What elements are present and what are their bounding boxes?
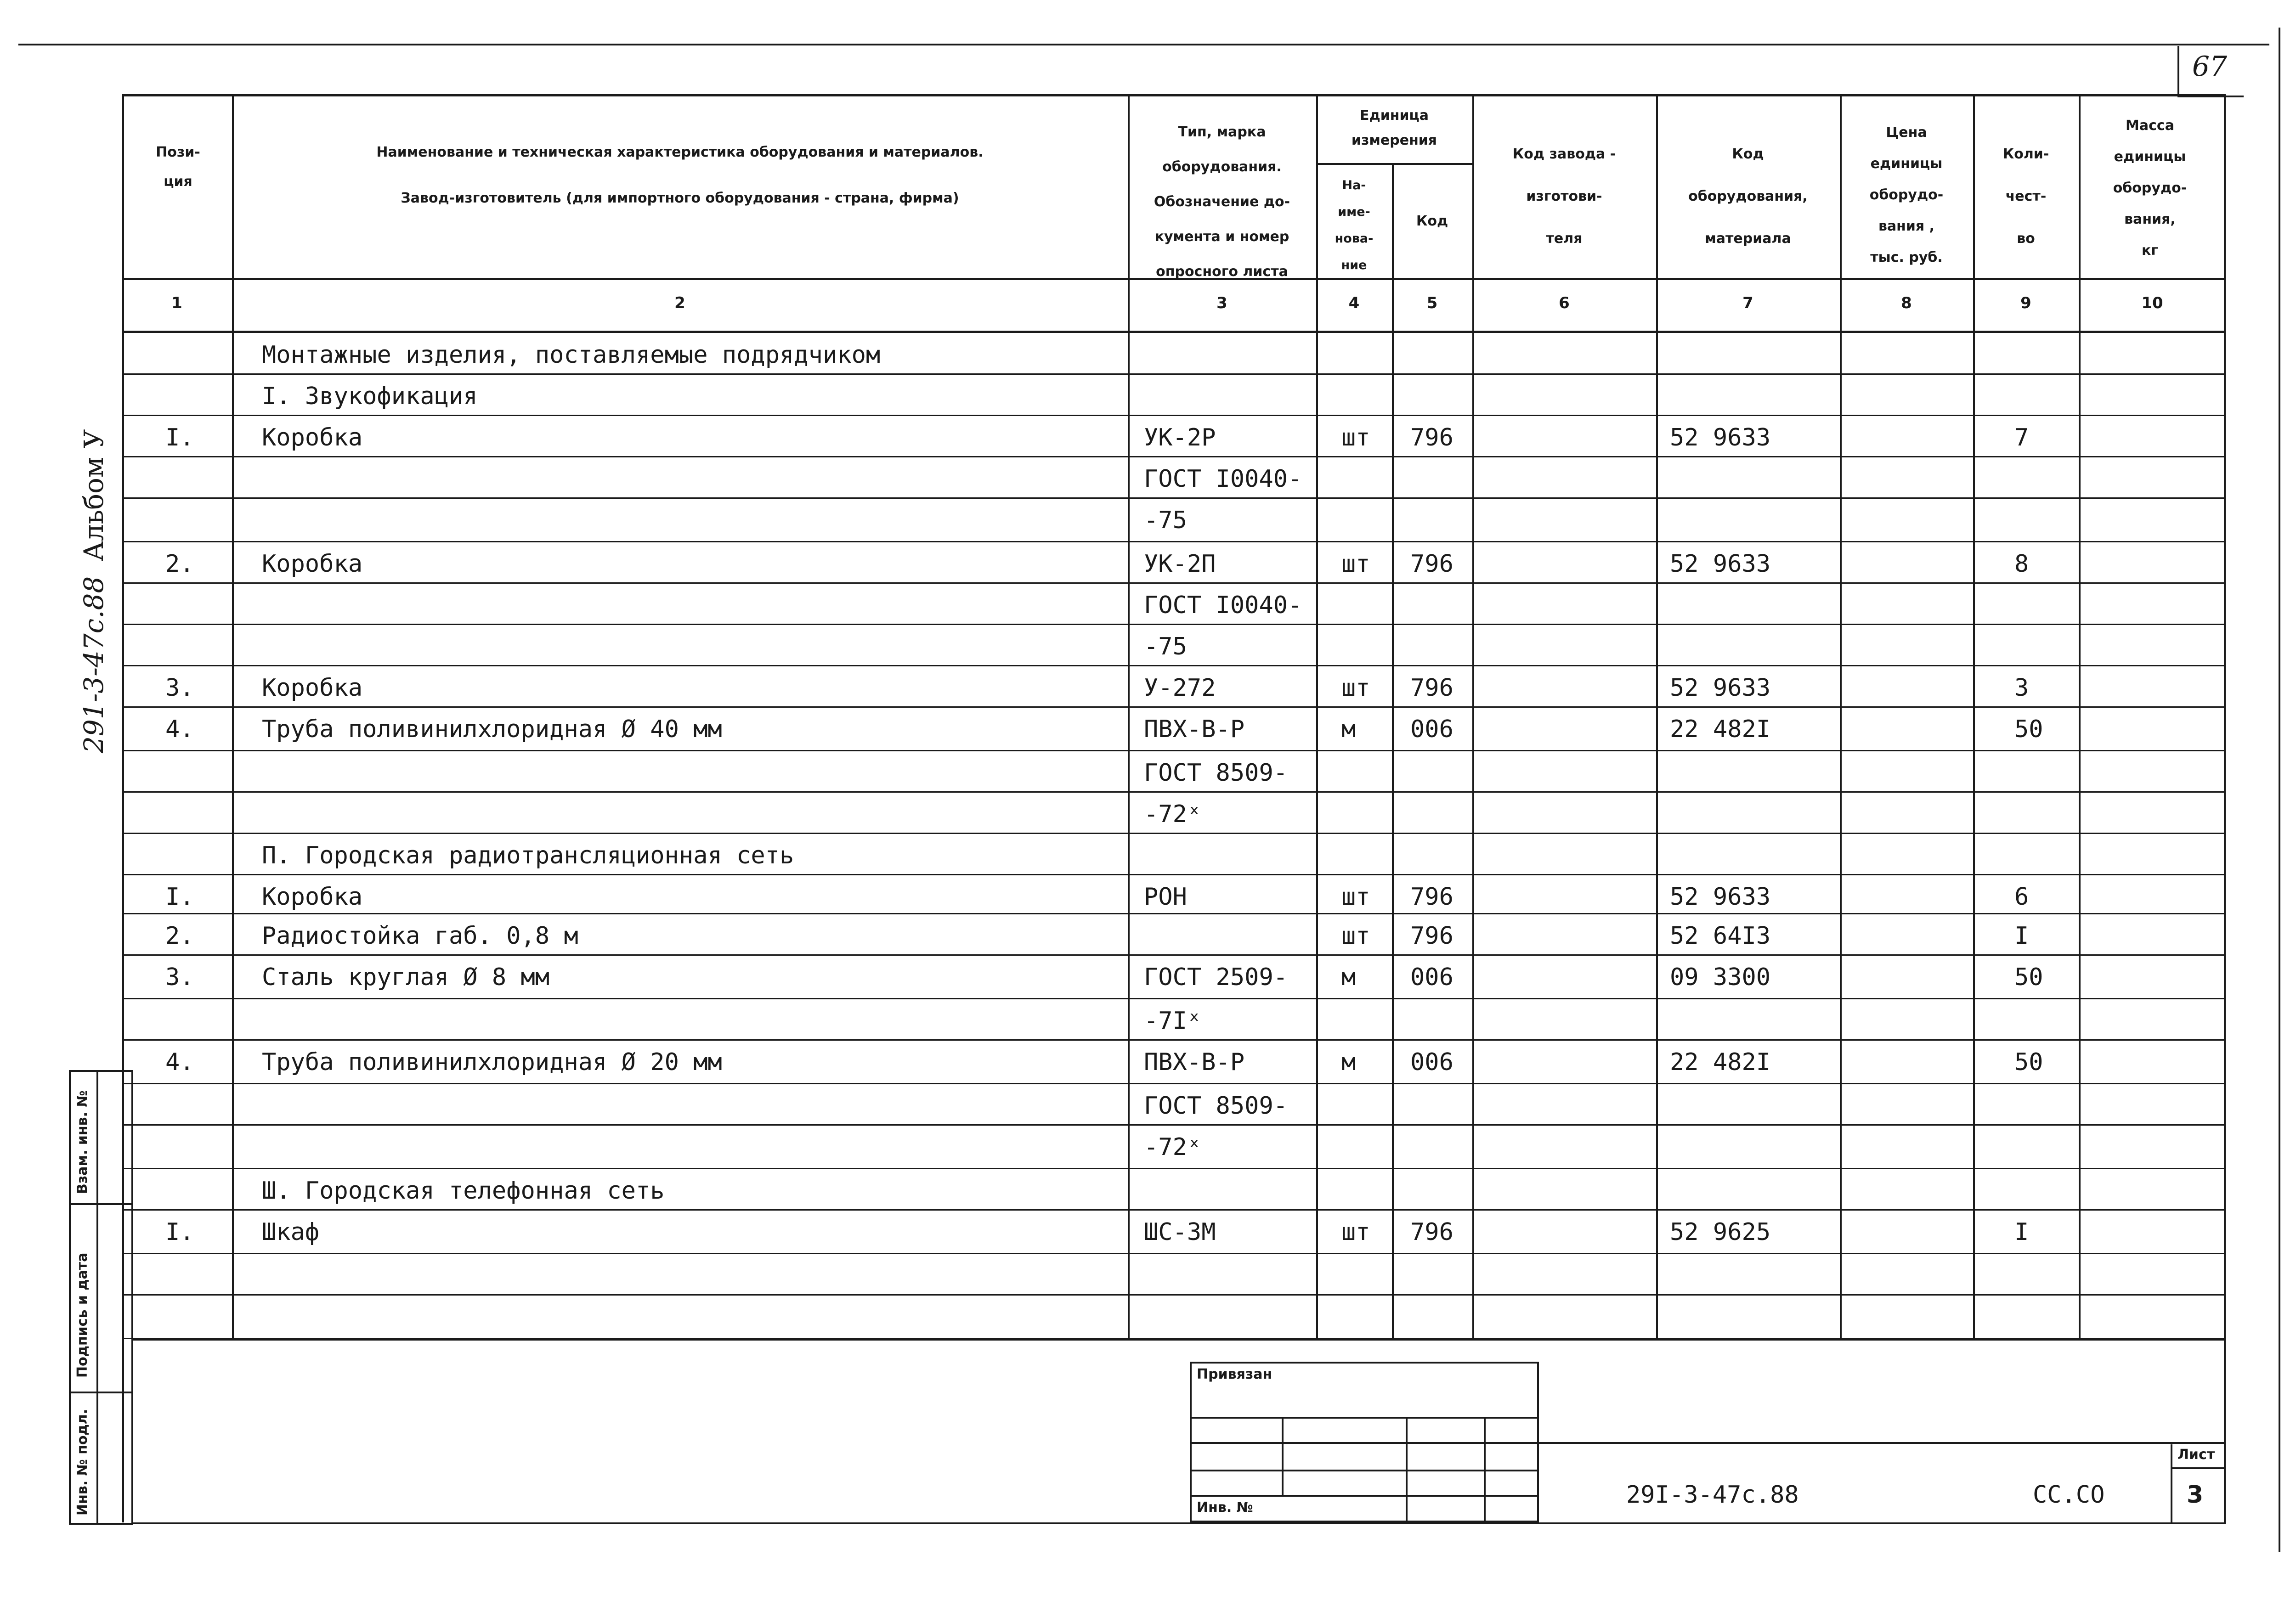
row-equipment-code: 52 9625 — [1670, 1218, 1771, 1246]
column-number: 5 — [1426, 294, 1438, 312]
column-number: 7 — [1742, 294, 1753, 312]
row-separator — [122, 954, 2226, 956]
stamp-sheet-no: 3 — [2187, 1481, 2204, 1509]
unit-group-line — [1316, 163, 1472, 165]
row-unit: шт — [1341, 674, 1370, 702]
row-type: ГОСТ 8509- — [1144, 759, 1288, 787]
column-line — [1840, 94, 1842, 1339]
side-album: Альбом У — [78, 429, 109, 562]
row-type: ГОСТ I0040- — [1144, 465, 1302, 493]
row-quantity: 50 — [2014, 1048, 2043, 1076]
row-type: -72ˣ — [1144, 1133, 1202, 1161]
hdr-qty: Коли- чест- во — [2002, 146, 2049, 247]
row-equipment-code: 52 9633 — [1670, 674, 1771, 702]
row-position: I. — [165, 424, 194, 451]
row-unit: м — [1341, 716, 1356, 743]
stamp-sheet-line — [2171, 1467, 2226, 1469]
hdr-mass: Масса единицы оборудо- вания, кг — [2113, 118, 2187, 259]
colnum-bottom-line — [122, 331, 2226, 333]
stamp-doc-code: 29I-3-47с.88 — [1626, 1481, 1799, 1509]
column-number: 1 — [171, 294, 182, 312]
row-position: 2. — [165, 922, 194, 950]
row-quantity: 8 — [2014, 550, 2029, 578]
row-unit: шт — [1341, 1218, 1370, 1246]
side-stamp-inv-podl: Инв. № подл. — [74, 1409, 90, 1516]
row-separator — [122, 456, 2226, 457]
row-equipment-code: 52 64I3 — [1670, 922, 1771, 950]
stamp-privyazan: Привязан — [1197, 1366, 1272, 1382]
row-name: Сталь круглая Ø 8 мм — [262, 964, 550, 991]
hdr-equip-code: Код оборудования, материала — [1688, 146, 1808, 247]
column-number: 6 — [1559, 294, 1570, 312]
side-album-label — [78, 429, 109, 753]
row-position: 2. — [165, 550, 194, 578]
row-separator — [122, 665, 2226, 666]
row-name: I. Звукофикация — [262, 383, 478, 410]
row-unit-code: 006 — [1410, 1048, 1453, 1076]
row-type: У-272 — [1144, 674, 1216, 702]
row-quantity: 6 — [2014, 883, 2029, 911]
side-stamp-divider — [96, 1070, 98, 1525]
row-quantity: 50 — [2014, 964, 2043, 991]
row-equipment-code: 52 9633 — [1670, 550, 1771, 578]
hdr-unit-group-title: Единица измерения — [1351, 107, 1437, 148]
row-name: Труба поливинилхлоридная Ø 40 мм — [262, 716, 722, 743]
stamp-sheet-label: Лист — [2177, 1447, 2215, 1463]
row-unit-code: 006 — [1410, 964, 1453, 991]
row-separator — [122, 1039, 2226, 1041]
row-separator — [122, 750, 2226, 751]
row-quantity: I — [2014, 922, 2029, 950]
row-type: -75 — [1144, 633, 1187, 660]
row-type: ПВХ-В-Р — [1144, 1048, 1245, 1076]
row-separator — [122, 624, 2226, 625]
column-line — [2079, 94, 2081, 1339]
row-type: ГОСТ 2509- — [1144, 964, 1288, 991]
row-unit-code: 796 — [1410, 674, 1453, 702]
column-number: 4 — [1348, 294, 1360, 312]
row-equipment-code: 52 9633 — [1670, 883, 1771, 911]
row-type: ГОСТ I0040- — [1144, 592, 1302, 619]
column-number: 8 — [1901, 294, 1912, 312]
hdr-name-b: Завод-изготовитель (для импортного оборудования - страна, фирма) — [401, 190, 959, 206]
row-quantity: I — [2014, 1218, 2029, 1246]
column-line — [1316, 94, 1318, 1339]
right-border-line — [2279, 28, 2280, 1552]
column-line — [232, 94, 234, 1339]
hdr-factory-code: Код завода - изготови- теля — [1512, 146, 1616, 247]
row-separator — [122, 1168, 2226, 1169]
stamp-vline — [1406, 1417, 1408, 1522]
row-separator — [122, 1124, 2226, 1126]
stamp-sheet-vline — [2171, 1444, 2172, 1522]
row-unit: шт — [1341, 550, 1370, 578]
row-separator — [122, 373, 2226, 375]
row-name: П. Городская радиотрансляционная сеть — [262, 842, 794, 869]
row-position: I. — [165, 1218, 194, 1246]
stamp-mark: СС.СО — [2033, 1481, 2105, 1509]
row-separator — [122, 497, 2226, 499]
row-name: Коробка — [262, 883, 363, 911]
row-type: ГОСТ 8509- — [1144, 1092, 1288, 1120]
row-unit-code: 796 — [1410, 883, 1453, 911]
row-separator — [122, 791, 2226, 793]
page-number: 67 — [2192, 51, 2228, 83]
row-type: УК-2Р — [1144, 424, 1216, 451]
column-number: 2 — [674, 294, 685, 312]
stamp-vline — [1484, 1417, 1486, 1522]
side-stamp-podpis: Подпись и дата — [74, 1252, 90, 1378]
row-separator — [122, 582, 2226, 584]
row-separator — [122, 874, 2226, 875]
row-equipment-code: 22 482I — [1670, 716, 1771, 743]
row-name: Коробка — [262, 424, 363, 451]
row-position: 3. — [165, 964, 194, 991]
stamp-line — [1190, 1442, 1539, 1444]
row-unit-code: 796 — [1410, 424, 1453, 451]
hdr-unit-group: На- име- нова- ние — [1335, 178, 1374, 272]
row-unit: шт — [1341, 424, 1370, 451]
row-separator — [122, 1209, 2226, 1211]
top-border-line — [18, 44, 2269, 45]
row-name: Шкаф — [262, 1218, 320, 1246]
row-quantity: 7 — [2014, 424, 2029, 451]
row-separator — [122, 913, 2226, 914]
row-unit-code: 796 — [1410, 1218, 1453, 1246]
side-stamp-vzam: Взам. инв. № — [74, 1090, 90, 1194]
row-separator — [122, 833, 2226, 834]
row-type: РОН — [1144, 883, 1187, 911]
row-name: Труба поливинилхлоридная Ø 20 мм — [262, 1048, 722, 1076]
row-name: Коробка — [262, 550, 363, 578]
row-unit: шт — [1341, 883, 1370, 911]
column-line — [1973, 94, 1975, 1339]
row-equipment-code: 52 9633 — [1670, 424, 1771, 451]
row-name: Радиостойка габ. 0,8 м — [262, 922, 578, 950]
stamp-line — [1190, 1417, 1539, 1419]
row-position: 3. — [165, 674, 194, 702]
hdr-name-a: Наименование и техническая характеристика оборудования и материалов. — [376, 144, 984, 160]
row-type: ПВХ-В-Р — [1144, 716, 1245, 743]
hdr-pos: Пози- ция — [156, 144, 200, 190]
hdr-price: Цена единицы оборудо- вания , тыс. руб. — [1869, 124, 1944, 265]
row-unit-code: 006 — [1410, 716, 1453, 743]
row-unit: шт — [1341, 922, 1370, 950]
row-type: -75 — [1144, 507, 1187, 534]
row-position: 4. — [165, 1048, 194, 1076]
row-separator — [122, 541, 2226, 542]
body-bottom-line — [133, 1339, 2226, 1341]
row-unit-code: 796 — [1410, 550, 1453, 578]
row-equipment-code: 09 3300 — [1670, 964, 1771, 991]
row-type: ШС-3М — [1144, 1218, 1216, 1246]
row-equipment-code: 22 482I — [1670, 1048, 1771, 1076]
column-number: 10 — [2141, 294, 2163, 312]
hdr-unit-code: Код — [1416, 213, 1448, 229]
row-separator — [122, 415, 2226, 416]
row-position: 4. — [165, 716, 194, 743]
stamp-inv-no: Инв. № — [1197, 1499, 1253, 1516]
stamp-bottom-line — [133, 1522, 2226, 1524]
row-quantity: 3 — [2014, 674, 2029, 702]
row-name: Ш. Городская телефонная сеть — [262, 1177, 665, 1205]
row-separator — [122, 998, 2226, 999]
row-separator — [122, 1253, 2226, 1254]
row-separator — [122, 1083, 2226, 1084]
stamp-main-line — [1539, 1442, 2226, 1444]
stamp-vline — [1282, 1417, 1284, 1495]
row-type: УК-2П — [1144, 550, 1216, 578]
row-position: I. — [165, 883, 194, 911]
row-name: Коробка — [262, 674, 363, 702]
column-line — [1656, 94, 1658, 1339]
row-type: -7Iˣ — [1144, 1007, 1202, 1035]
row-unit-code: 796 — [1410, 922, 1453, 950]
row-type: -72ˣ — [1144, 800, 1202, 828]
column-number: 9 — [2020, 294, 2031, 312]
row-quantity: 50 — [2014, 716, 2043, 743]
side-handwritten: 291-3-47c.88 — [78, 576, 109, 753]
row-separator — [122, 706, 2226, 708]
row-unit: м — [1341, 964, 1356, 991]
column-line — [1472, 94, 1474, 1339]
row-unit: м — [1341, 1048, 1356, 1076]
stamp-line — [1190, 1495, 1539, 1497]
column-number: 3 — [1216, 294, 1227, 312]
stamp-line — [1190, 1470, 1539, 1471]
hdr-type: Тип, марка оборудования. Обозначение до- кумента и номер опросного листа — [1154, 124, 1290, 280]
row-separator — [122, 1294, 2226, 1296]
row-name: Монтажные изделия, поставляемые подрядчиком — [262, 341, 881, 369]
